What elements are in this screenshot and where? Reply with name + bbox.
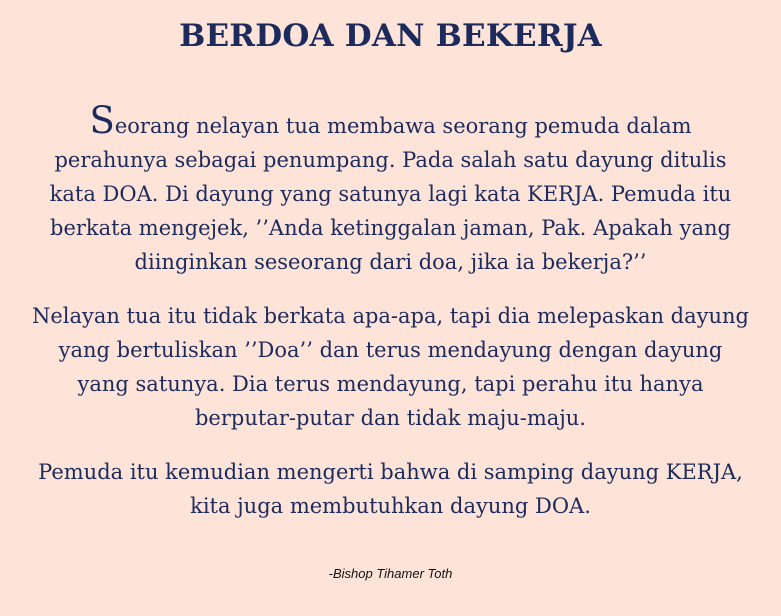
paragraph-3: Pemuda itu kemudian mengerti bahwa di samping dayung KERJA, kita juga membutuhkan dayung DOA. <box>38 460 743 518</box>
paragraph-1 <box>30 99 751 279</box>
page-title: BERDOA DAN BEKERJA <box>179 18 602 54</box>
paragraph-2: Nelayan tua itu tidak berkata apa-apa, tapi dia melepaskan dayung yang bertuliskan ’’Doa’’ dan terus mendayung dengan dayung yang satunya. Dia terus mendayung, tapi perahu itu hanya berputar-putar dan tidak maju-maju. <box>32 304 749 430</box>
drop-cap: S <box>89 99 115 142</box>
paragraph-1-text: eorang nelayan tua membawa seorang pemuda dalam perahunya sebagai penumpang. Pada salah satu dayung ditulis kata DOA. Di dayung yang satunya lagi kata KERJA. Pemuda itu berkata mengejek, ’’Anda ketinggalan jaman, Pak. Apakah yang diinginkan seseorang dari doa, jika ia bekerja?’’ <box>49 114 732 274</box>
attribution: -Bishop Tihamer Toth <box>328 566 453 581</box>
